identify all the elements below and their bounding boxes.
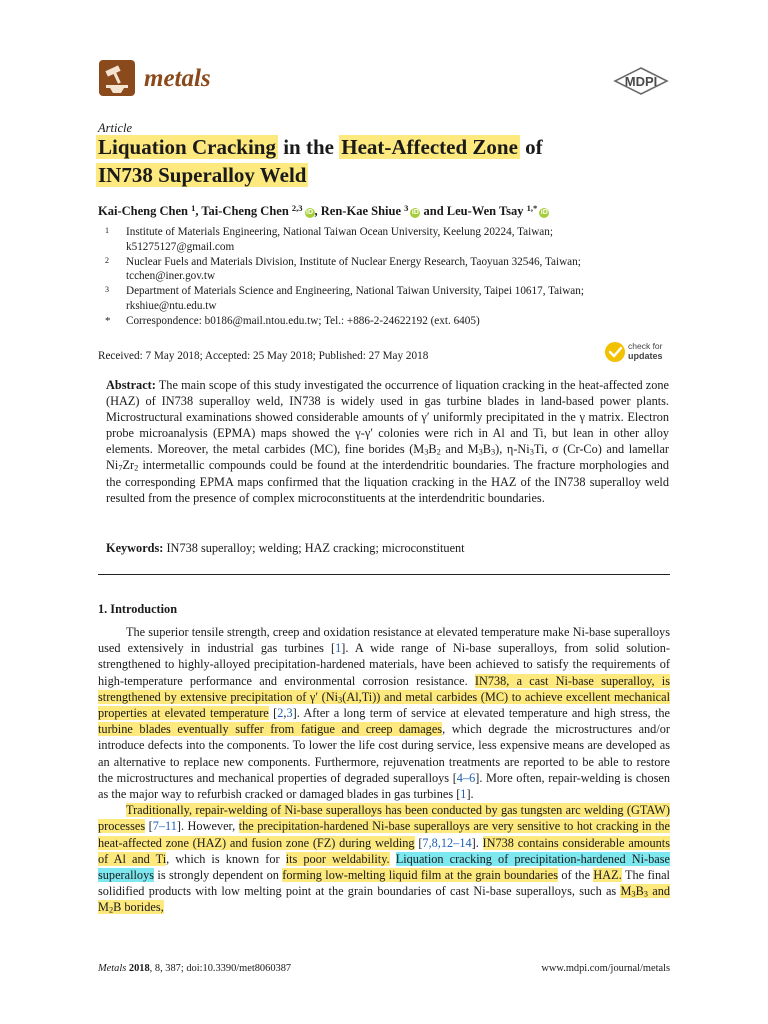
- citation-link[interactable]: 7,8,12–14: [422, 835, 472, 850]
- citation-link[interactable]: 1: [335, 641, 342, 656]
- highlight: turbine blades eventually suffer from fatigue and creep damages: [98, 722, 443, 737]
- journal-name: metals: [144, 65, 211, 92]
- check-updates-line2: updates: [628, 351, 663, 361]
- text: ].: [466, 787, 474, 802]
- affiliation-number: 3: [105, 285, 109, 295]
- paragraph-1: The superior tensile strength, creep and oxidation resistance at elevated temperature make Ni-base superalloys used extensively in industrial gas turbines [1]. A wide range of Ni-base superalloys, from solid solution-strengthened to highly-alloyed precipitation-hardened materials, have been achieved to satisfy the requirements of high-temperature performance and environmental corrosion resistance. IN738, a cast Ni-base superalloy, is strengthened by extensive precipitation of γ′ $(Ni_3(Al,Ti))$ and metal carbides (MC) to achieve excellent mechanical properties at elevated temperature [2,3]. After a long term of service at elevated temperature and high stress, the turbine blades eventually suffer from fatigue and creep damages, which degrade the microstructures and/or introduce defects into the components. To lower the life cost during service, less expensive means are developed as an alternative to replace new components. Furthermore, rejuvenation treatments are reported to be able to restore the microstructures and mechanical properties of degraded superalloys [4–6]. More often, repair-welding is chosen as the major way to refurbish cracked or damaged blades in gas turbines [1].: [98, 625, 670, 802]
- journal-logo: [98, 58, 248, 98]
- author-separator: ,: [195, 204, 202, 218]
- correspondence-item: [98, 314, 678, 329]
- anvil-hammer-icon: [98, 58, 248, 98]
- author-affiliation: 1: [191, 203, 196, 214]
- text: M: [620, 884, 632, 899]
- author-list: [98, 204, 549, 219]
- citation-link[interactable]: 2: [277, 706, 284, 721]
- subscript: 3: [424, 448, 429, 458]
- text: [: [414, 835, 423, 850]
- abstract-text: Zr: [122, 458, 135, 473]
- affiliation-number: 1: [105, 226, 109, 235]
- text: ]. After a long term of service at elevated temperature and high stress, the: [292, 706, 670, 721]
- text: , which is known for: [166, 851, 286, 866]
- affiliation-email[interactable]: tcchen@iner.gov.tw: [126, 270, 216, 283]
- keywords-text: IN738 superalloy; welding; HAZ cracking; microconstituent: [163, 541, 465, 555]
- affiliations: [98, 225, 678, 329]
- abstract-text: Ti, σ (Cr-Co) and lamellar Ni: [106, 442, 669, 473]
- title-highlight-2: Heat-Affected Zone: [341, 135, 518, 159]
- text: [: [268, 706, 278, 721]
- paper-title: [96, 133, 676, 189]
- check-for-updates-badge[interactable]: [603, 338, 673, 366]
- text: is strongly dependent on: [154, 868, 283, 883]
- abstract-label: Abstract:: [106, 378, 156, 392]
- footer-journal: Metals: [98, 963, 127, 974]
- text: , which degrade the microstructures and/or introduce defects into the components. To lower the life cost during service, less expensive means are developed as an alternative to replace new components. Furthermore, rejuvenation treatments are reported to be able to restore the microstructures and mechanical properties of degraded superalloys [: [98, 722, 670, 785]
- text: The superior tensile strength, creep and oxidation resistance at elevated temperature make Ni-base superalloys used extensively in industrial gas turbines [: [98, 625, 670, 656]
- orcid-icon[interactable]: iD: [540, 209, 548, 216]
- author-affiliation: 1,*: [526, 203, 538, 214]
- affiliation-item: [98, 225, 678, 255]
- text: ]. A wide range of Ni-base superalloys, from solid solution-strengthened to highly-alloyed precipitation-hardened materials, have been achieved to satisfy the requirements of high-temperature performance and environmental corrosion resistance.: [98, 641, 670, 688]
- citation-link[interactable]: 7–11: [152, 819, 177, 834]
- affiliation-text: Nuclear Fuels and Materials Division, Institute of Nuclear Energy Research, Taoyuan 32546, Taiwan;: [126, 255, 581, 268]
- highlight: the precipitation-hardened Ni-base superalloys are very sensitive to hot cracking in the heat-affected zone (HAZ) and fusion zone (FZ) during welding: [98, 819, 671, 850]
- affiliation-text: Department of Materials Science and Engineering, National Taiwan University, Taipei 10617, Taiwan;: [126, 285, 584, 298]
- abstract-text: ), η-Ni: [495, 442, 530, 457]
- author-name: Kai-Cheng Chen: [98, 204, 188, 218]
- text: B borides,: [113, 900, 164, 915]
- footer-url[interactable]: www.mdpi.com/journal/metals: [541, 963, 670, 974]
- subscript: 3: [490, 448, 496, 458]
- keywords-label: Keywords:: [106, 541, 164, 555]
- citation-link[interactable]: 4–6: [456, 770, 476, 785]
- affiliation-email[interactable]: k51275127@gmail.com: [126, 240, 235, 253]
- text: [: [145, 819, 153, 834]
- highlight: forming low-melting liquid film at the grain boundaries: [282, 868, 558, 883]
- author-separator: and: [420, 204, 447, 218]
- subscript: 3: [643, 889, 648, 899]
- check-updates-icon: [605, 342, 625, 362]
- text: and M: [98, 884, 670, 915]
- text: (Al,Ti)) and metal carbides (MC) to achieve excellent mechanical properties at elevated temperature: [98, 689, 670, 721]
- text: B: [635, 884, 644, 899]
- abstract-text: and M: [440, 442, 479, 457]
- title-text: of: [519, 135, 543, 159]
- divider: [98, 574, 670, 575]
- orcid-icon[interactable]: iD: [411, 209, 419, 216]
- author-separator: ,: [314, 204, 321, 218]
- affiliation-text: Institute of Materials Engineering, National Taiwan Ocean University, Keelung 20224, Taiwan;: [126, 226, 553, 238]
- author-name: Ren-Kae Shiue: [320, 204, 401, 218]
- title-highlight-1: Liquation Cracking: [98, 135, 276, 159]
- article-type: Article: [98, 121, 133, 135]
- subscript: 7: [118, 464, 123, 474]
- text: ]. More often, repair-welding is chosen as the major way to refurbish cracked or damaged blades in gas turbines [: [98, 770, 670, 802]
- author-name: Leu-Wen Tsay: [446, 204, 524, 218]
- subscript: 3: [338, 695, 343, 705]
- subscript: 3: [631, 889, 636, 899]
- subscript: 2: [108, 906, 114, 916]
- footer-year: 2018: [126, 963, 150, 974]
- text: IN738, a cast Ni-base superalloy, is strengthened by extensive precipitation of γ′ (Ni: [98, 673, 670, 704]
- subscript: 3: [529, 448, 534, 458]
- abstract: Abstract: The main scope of this study investigated the occurrence of liquation cracking in the heat-affected zone (HAZ) of IN738 superalloy weld, IN738 is widely used in gas turbine blades in land-based power plants. Microstructural examinations showed considerable amounts of γ′ uniformly precipitated in the γ matrix. Electron probe microanalysis (EPMA) maps showed the γ-γ′ colonies were rich in Al and Ti, but lean in other alloy elements. Moreover, the metal carbides (MC), fine borides ($M_3B_2$ and $M_3B_3$), $\eta-Ni_3Ti$, σ (Cr-Co) and lamellar $Ni_7Zr_2$ intermetallic compounds could be found at the interdendritic boundaries. The fracture morphologies and the corresponding EPMA maps confirmed that the liquation cracking in the HAZ of the IN738 superalloy weld resulted from the presence of complex microconstituents at the interdendritic boundaries.: [106, 378, 669, 505]
- correspondence-text[interactable]: Correspondence: b0186@mail.ntou.edu.tw; Tel.: +886-2-24622192 (ext. 6405): [126, 314, 480, 327]
- abstract-text: The main scope of this study investigated the occurrence of liquation cracking in the heat-affected zone (HAZ) of IN738 superalloy weld, IN738 is widely used in gas turbine blades in land-based power plants. Microstructural examinations showed considerable amounts of γ′ uniformly precipitated in the γ matrix. Electron probe microanalysis (EPMA) maps showed the γ-γ′ colonies were rich in Al and Ti, but lean in other alloy elements. Moreover, the metal carbides (MC), fine borides (M: [106, 378, 669, 457]
- highlight-cyan: Liquation cracking of precipitation-hardened Ni-base superalloys: [98, 851, 670, 883]
- mdpi-logo: [612, 66, 670, 96]
- highlight: its poor weldability.: [285, 851, 390, 866]
- keywords: [106, 541, 669, 556]
- text: ]. However,: [176, 819, 239, 834]
- orcid-icon[interactable]: iD: [306, 209, 314, 216]
- paragraph-2: [98, 802, 670, 915]
- text: ].: [471, 835, 483, 850]
- highlight: IN738 contains considerable amounts of Al and Ti: [98, 835, 670, 866]
- text: [390, 852, 396, 866]
- subscript: 3: [478, 448, 483, 458]
- check-updates-line1: check for: [628, 341, 663, 351]
- author-name: Tai-Cheng Chen: [201, 204, 289, 218]
- footer-citation: [98, 963, 291, 974]
- body-text: [98, 624, 670, 916]
- highlight: HAZ.: [593, 868, 622, 883]
- author-affiliation: 2,3: [291, 203, 303, 214]
- subscript: 2: [436, 448, 441, 458]
- text: of the: [558, 868, 594, 883]
- text: The final solidified products with low melting point at the grain boundaries of cast Ni-base superalloys, such as: [98, 868, 670, 899]
- subscript: 2: [134, 464, 139, 474]
- publication-dates: Received: 7 May 2018; Accepted: 25 May 2018; Published: 27 May 2018: [98, 350, 429, 362]
- footer-doi[interactable]: , 8, 387; doi:10.3390/met8060387: [149, 963, 292, 974]
- highlight: Traditionally, repair-welding of Ni-base superalloys has been conducted by gas tungsten arc welding (GTAW) processes: [98, 803, 670, 834]
- abstract-text: intermetallic compounds could be found at the interdendritic boundaries. The fracture morphologies and the corresponding EPMA maps confirmed that the liquation cracking in the HAZ of the IN738 superalloy weld resulted from the presence of complex microconstituents at the interdendritic boundaries.: [106, 458, 669, 505]
- author-affiliation: 3: [404, 203, 409, 214]
- affiliation-email[interactable]: rkshiue@ntu.edu.tw: [126, 299, 217, 312]
- title-highlight-3: IN738 Superalloy Weld: [98, 163, 307, 187]
- correspondence-marker: *: [105, 314, 111, 327]
- affiliation-item: [98, 255, 678, 285]
- citation-link[interactable]: 3: [286, 706, 293, 721]
- title-text: in the: [277, 135, 340, 159]
- affiliation-item: [98, 284, 678, 314]
- publisher-name: MDPI: [624, 74, 658, 89]
- section-heading: 1. Introduction: [98, 602, 178, 616]
- citation-link[interactable]: 1: [460, 787, 467, 802]
- affiliation-number: 2: [105, 255, 109, 265]
